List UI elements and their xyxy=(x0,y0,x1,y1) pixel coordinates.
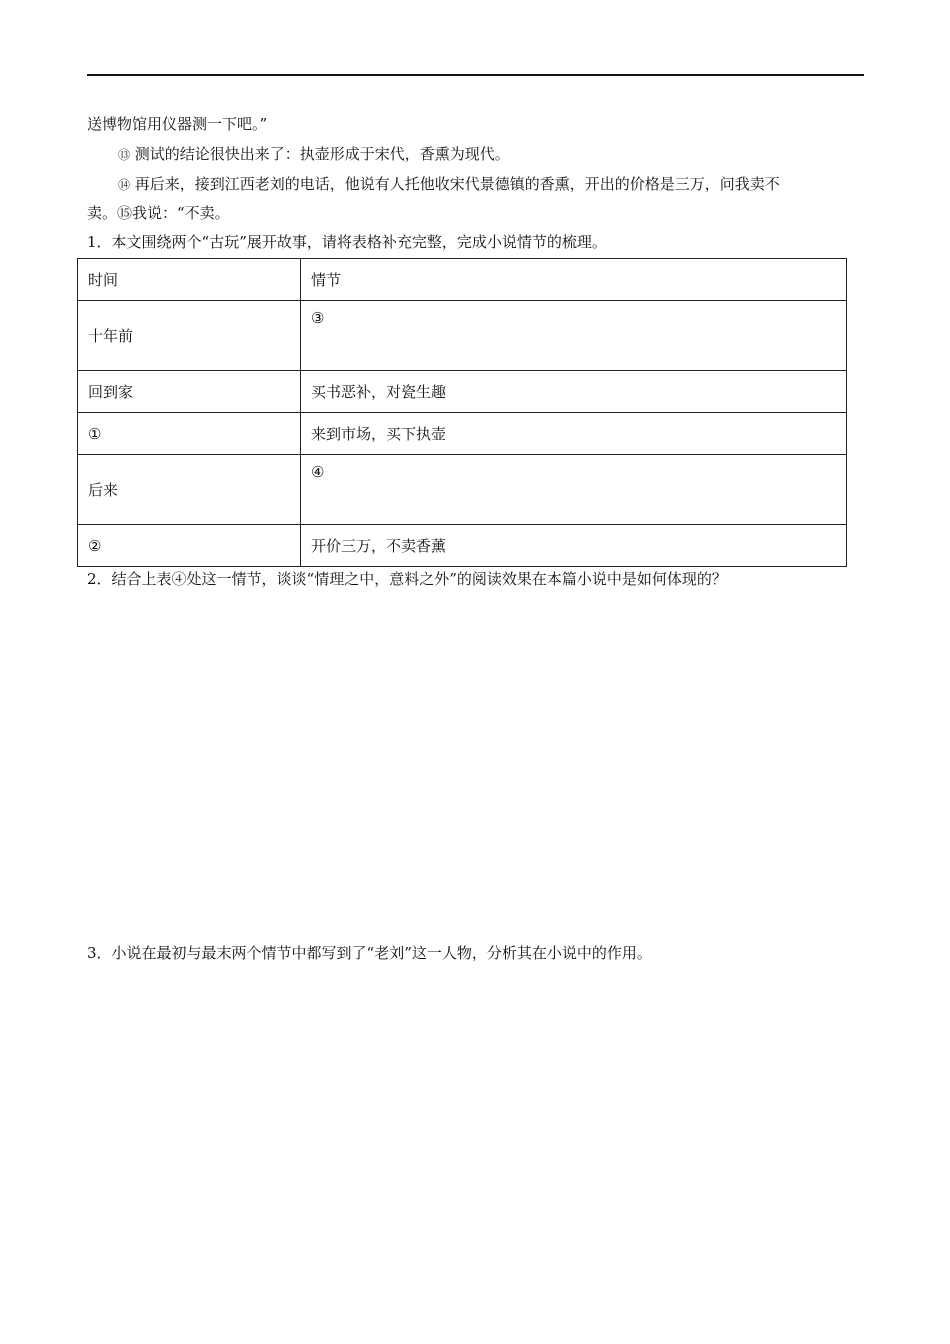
question-1: 1．本文围绕两个“古玩”展开故事，请将表格补充完整，完成小说情节的梳理。 xyxy=(87,233,607,251)
table-cell-plot: ④ xyxy=(301,455,847,525)
table-cell-plot: 开价三万，不卖香薰 xyxy=(301,525,847,567)
table-cell-plot: 来到市场，买下执壶 xyxy=(301,413,847,455)
table-header-row xyxy=(78,259,847,301)
table-row xyxy=(78,301,847,371)
passage-line-1: 送博物馆用仪器测一下吧。” xyxy=(87,115,268,133)
table-cell-time: 回到家 xyxy=(78,371,301,413)
table-row xyxy=(78,455,847,525)
table-cell-time: 十年前 xyxy=(78,301,301,371)
table-header-time: 时间 xyxy=(78,259,301,301)
paragraph-13 xyxy=(118,144,510,165)
table-cell-time: ② xyxy=(78,525,301,567)
table-header-plot: 情节 xyxy=(301,259,847,301)
plot-table xyxy=(77,258,847,567)
table-cell-plot: ③ xyxy=(301,301,847,371)
table-cell-time: ① xyxy=(78,413,301,455)
header-rule xyxy=(87,74,864,76)
paragraph-13-text: 测试的结论很快出来了：执壶形成于宋代，香熏为现代。 xyxy=(130,145,510,163)
paragraph-14 xyxy=(118,174,780,195)
question-2: 2．结合上表④处这一情节，谈谈“情理之中，意料之外”的阅读效果在本篇小说中是如何体现的？ xyxy=(87,570,727,588)
paragraph-13-number: ⑬ xyxy=(118,148,131,162)
table-row xyxy=(78,413,847,455)
table-cell-plot: 买书恶补，对瓷生趣 xyxy=(301,371,847,413)
table-cell-time: 后来 xyxy=(78,455,301,525)
table-row xyxy=(78,525,847,567)
question-3: 3．小说在最初与最末两个情节中都写到了“老刘”这一人物，分析其在小说中的作用。 xyxy=(87,944,652,962)
paragraph-14-number: ⑭ xyxy=(118,178,131,192)
table-row xyxy=(78,371,847,413)
paragraph-14-continued: 卖。⑮我说：“不卖。 xyxy=(87,204,230,222)
paragraph-14-text: 再后来，接到江西老刘的电话，他说有人托他收宋代景德镇的香熏，开出的价格是三万，问我卖不 xyxy=(130,175,780,193)
